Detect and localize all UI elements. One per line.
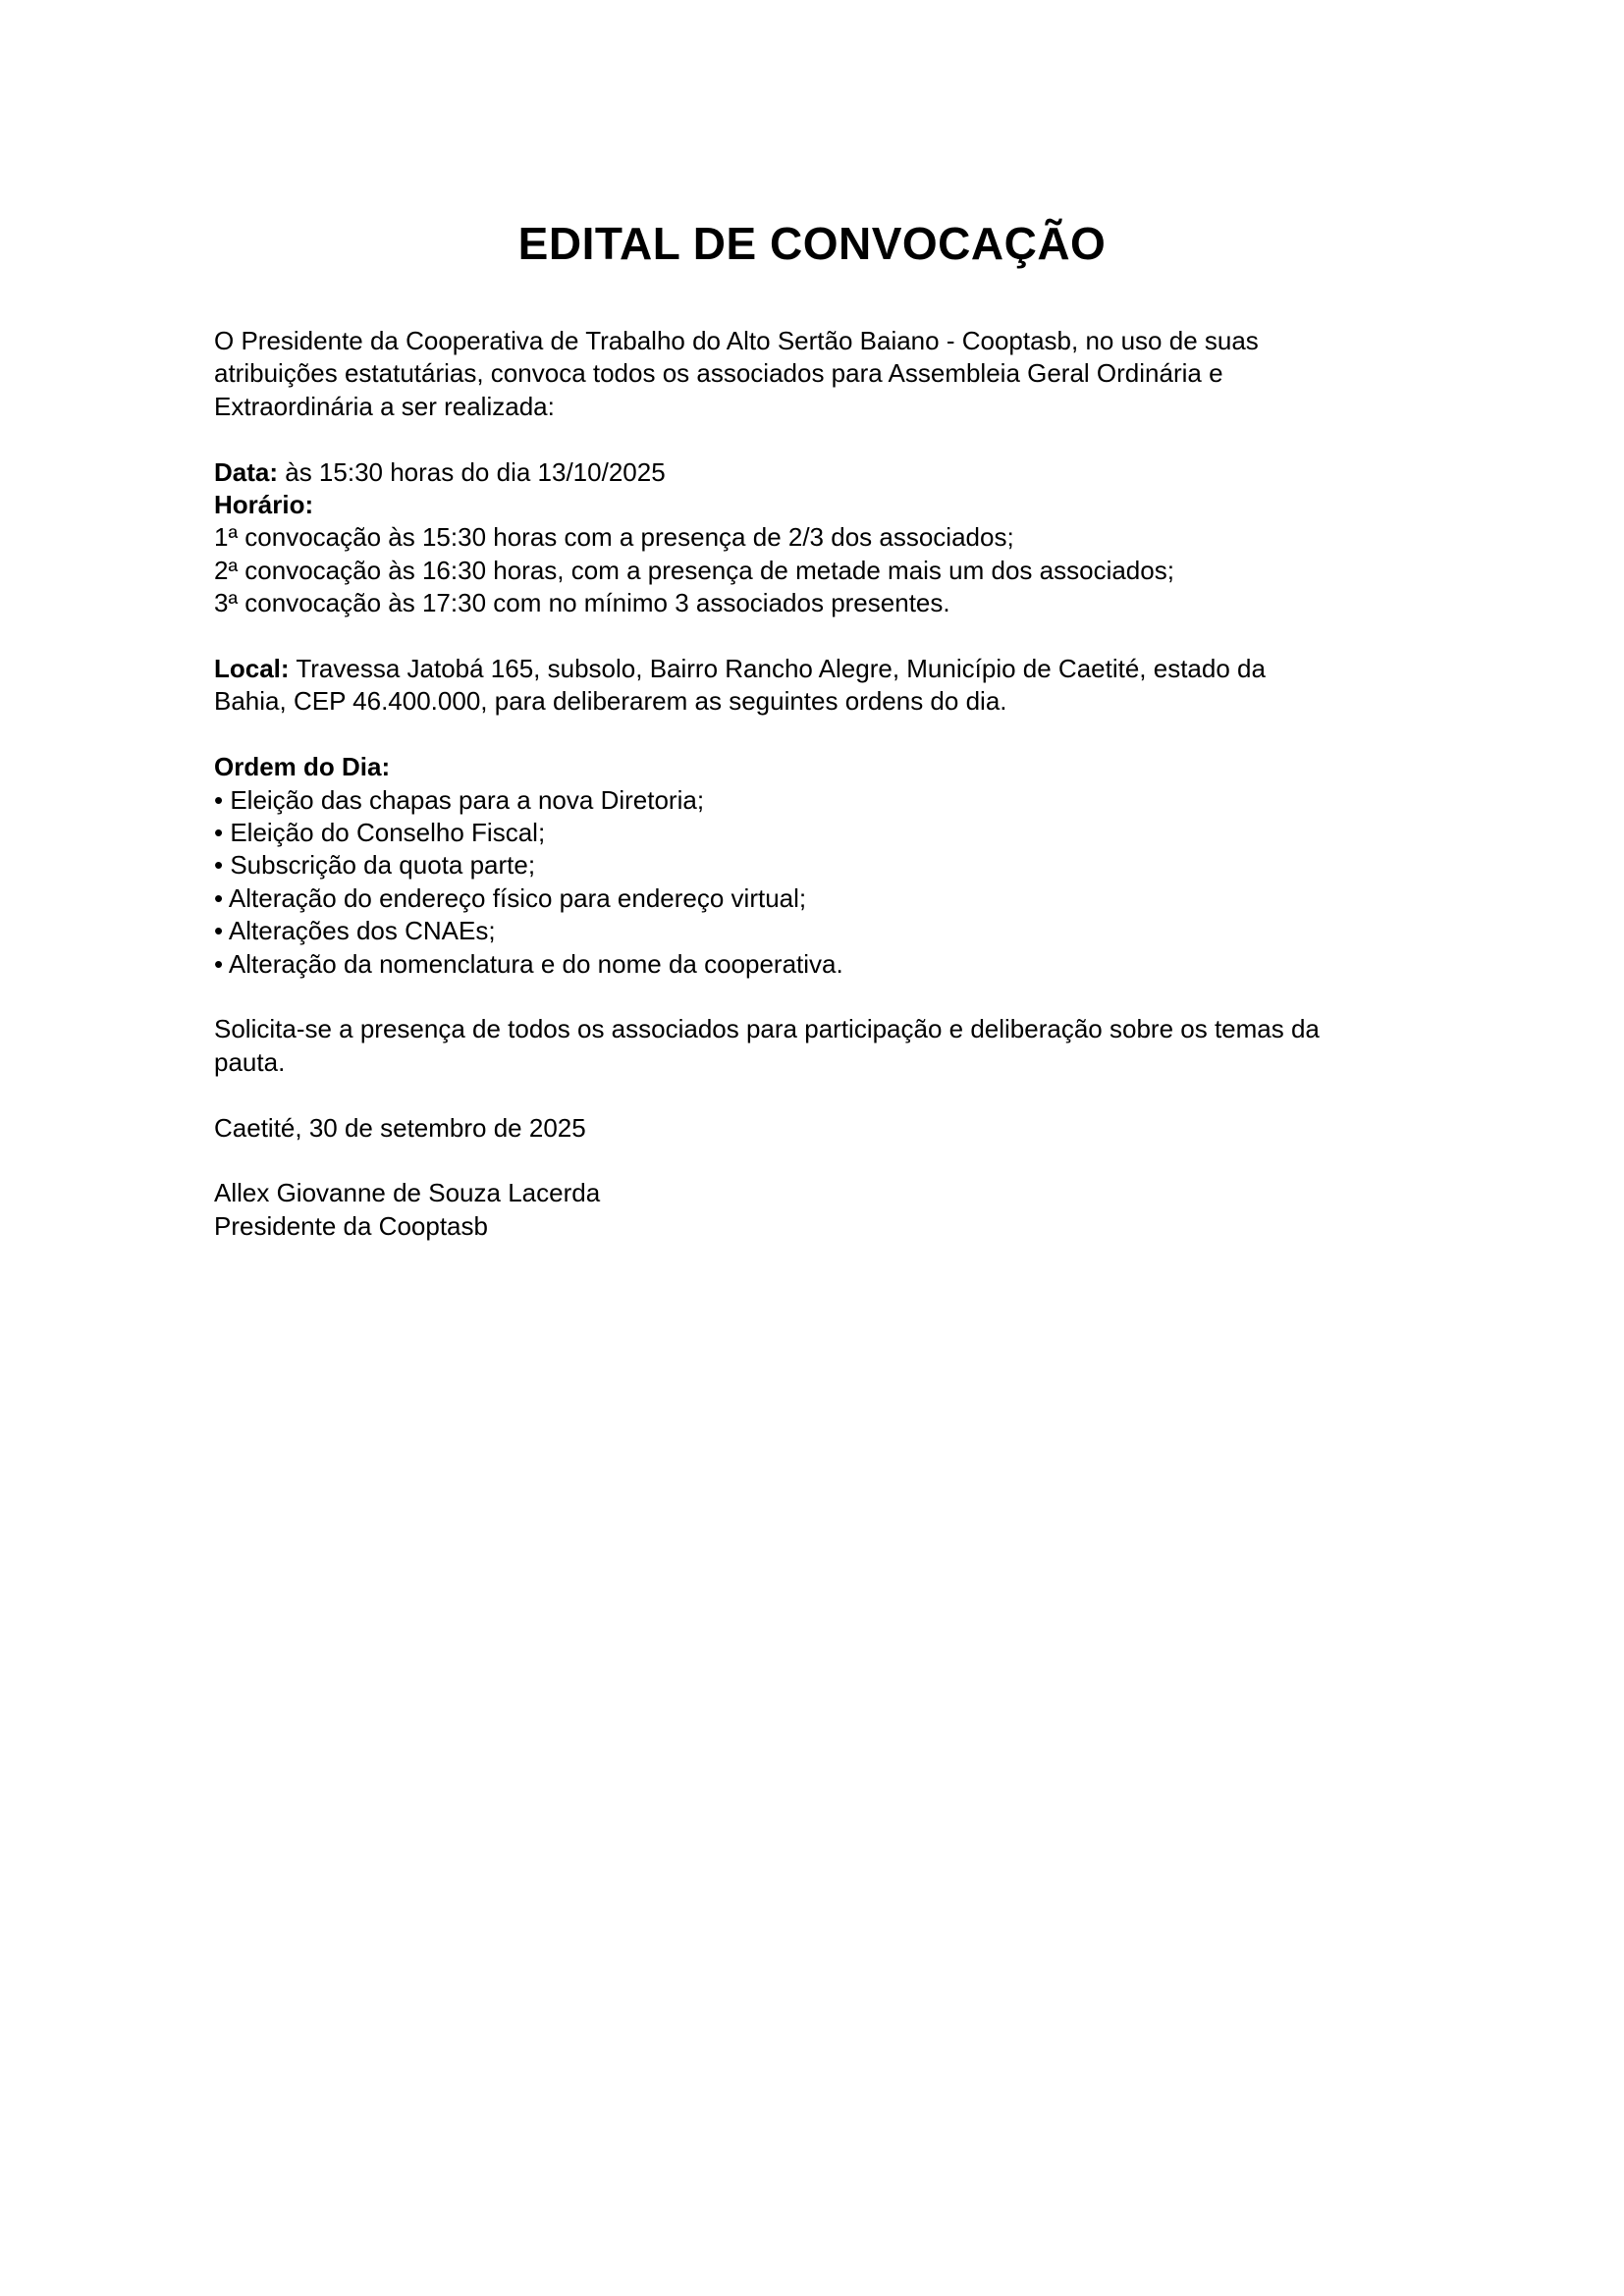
text-line: Solicita-se a presença de todos os associados para participação e deliberação sobre os temas da (214, 1014, 1320, 1044)
text-line: 2ª convocação às 16:30 horas, com a presença de metade mais um dos associados; (214, 555, 1174, 585)
text-line: O Presidente da Cooperativa de Trabalho do Alto Sertão Baiano - Cooptasb, no uso de suas (214, 326, 1259, 355)
text-line: atribuições estatutárias, convoca todos os associados para Assembleia Geral Ordinária e (214, 358, 1223, 389)
text-line: Caetité, 30 de setembro de 2025 (214, 1112, 586, 1143)
line-bold-prefix: Data: (214, 456, 279, 487)
line-bold-prefix: Ordem do Dia: (214, 752, 391, 782)
text-line: Bahia, CEP 46.400.000, para deliberarem as seguintes ordens do dia. (214, 686, 1007, 717)
line-bold-prefix: Horário: (214, 490, 314, 520)
text-line: pauta. (214, 1046, 286, 1077)
blank-line (214, 1079, 1412, 1111)
blank-line (214, 620, 1412, 653)
document-body (214, 325, 1412, 1243)
text-line: • Subscrição da quota parte; (214, 850, 536, 881)
text-line: 1ª convocação às 15:30 horas com a presença de 2/3 dos associados; (214, 522, 1014, 553)
text-line: • Eleição das chapas para a nova Diretoria; (214, 784, 705, 815)
text-line: • Alteração da nomenclatura e do nome da cooperativa. (214, 948, 843, 979)
text-line: Allex Giovanne de Souza Lacerda (214, 1178, 601, 1208)
blank-line (214, 719, 1412, 751)
text-line: Local: Travessa Jatobá 165, subsolo, Bairro Rancho Alegre, Município de Caetité, estado da (214, 654, 1266, 684)
text-line: • Alterações dos CNAEs; (214, 916, 496, 946)
text-line: Extraordinária a ser realizada: (214, 391, 555, 421)
text-line: • Eleição do Conselho Fiscal; (214, 818, 546, 848)
blank-line (214, 981, 1412, 1013)
text-line: Presidente da Cooptasb (214, 1210, 488, 1241)
text-line: Data: às 15:30 horas do dia 13/10/2025 (214, 456, 666, 487)
text-line (214, 489, 1412, 521)
text-line (214, 751, 1412, 783)
text-line: • Alteração do endereço físico para endereço virtual; (214, 882, 807, 913)
line-bold-prefix: Local: (214, 654, 290, 684)
blank-line (214, 1145, 1412, 1177)
text-line: 3ª convocação às 17:30 com no mínimo 3 associados presentes. (214, 588, 950, 618)
blank-line (214, 423, 1412, 455)
document-title: EDITAL DE CONVOCAÇÃO (517, 218, 1107, 269)
